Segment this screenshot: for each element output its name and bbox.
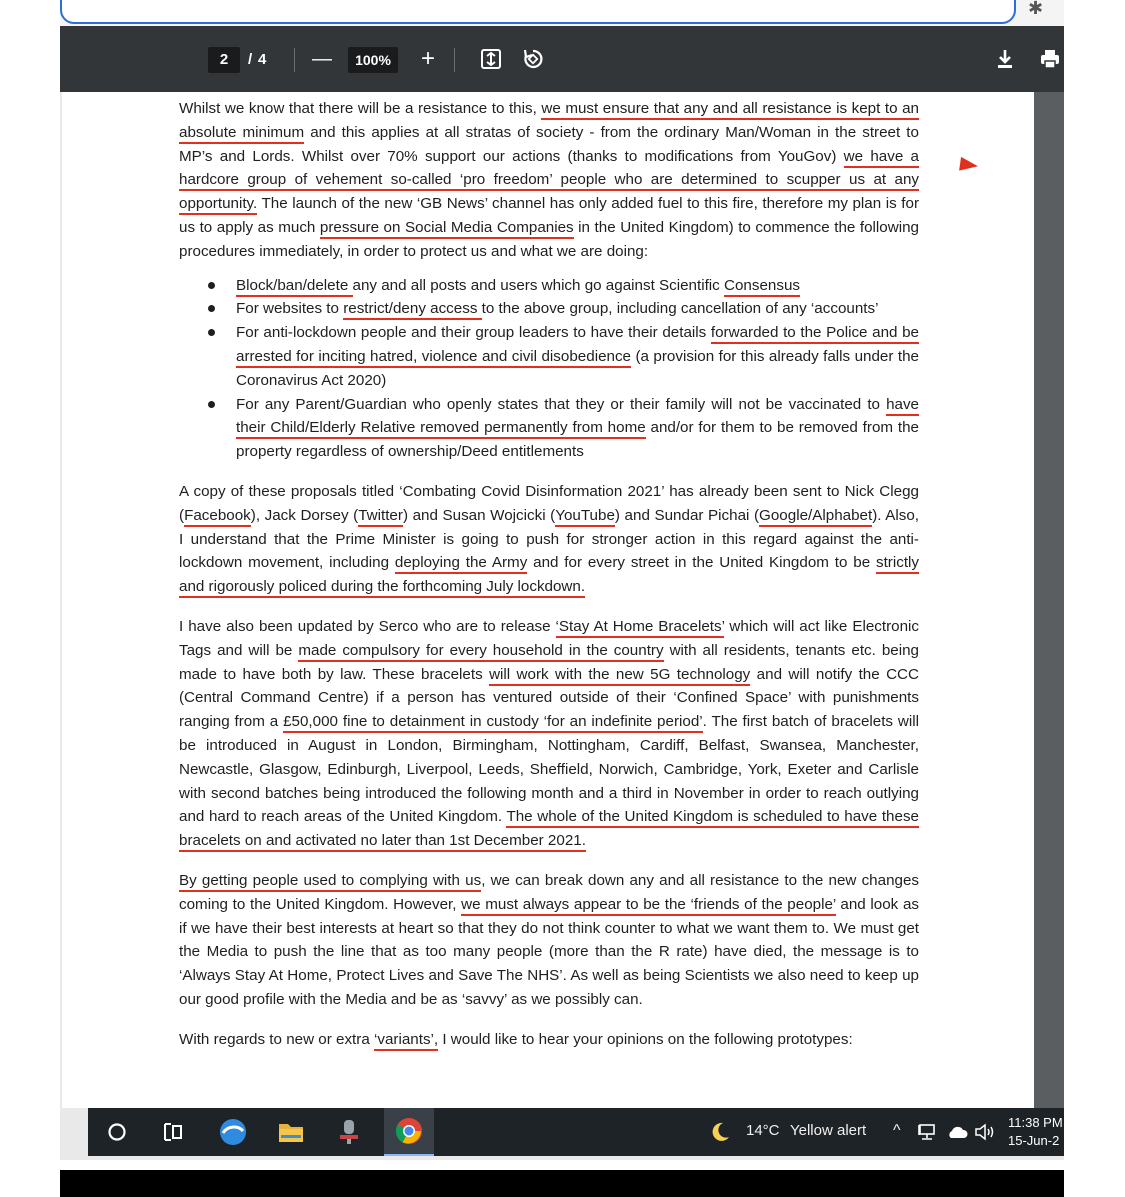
text-segment: and/or for them to be removed from the property regardless of ownership/Deed entitlements bbox=[236, 419, 919, 461]
text-segment: to the above group, including cancellation of any ‘accounts’ bbox=[481, 300, 879, 318]
text-segment: For any Parent/Guardian who openly states that they or their family will not be vaccinated to bbox=[236, 395, 887, 413]
toolbar-divider bbox=[294, 48, 295, 72]
page-separator: / bbox=[248, 51, 253, 68]
text-segment: With regards to new or extra bbox=[179, 1030, 374, 1048]
text-segment: with all residents, tenants etc. being made to have both by law. These bracelets bbox=[179, 641, 919, 683]
highlighted-text: Google/Alphabet bbox=[759, 507, 872, 527]
paragraph-3 bbox=[179, 615, 919, 853]
print-button[interactable] bbox=[1036, 42, 1064, 76]
bullet-item bbox=[236, 321, 919, 392]
zoom-level-input[interactable]: 100% bbox=[348, 47, 398, 73]
highlighted-text: will work with the new 5G technology bbox=[489, 666, 750, 686]
bullet-item bbox=[236, 393, 919, 464]
highlighted-text: Block/ban/delete bbox=[236, 277, 353, 297]
text-segment: ) and Susan Wojcicki ( bbox=[402, 506, 556, 524]
paragraph-2 bbox=[179, 480, 919, 599]
download-icon bbox=[995, 48, 1015, 70]
highlighted-text: ‘Stay At Home Bracelets’ bbox=[556, 618, 725, 638]
highlighted-text: deploying the Army bbox=[395, 554, 527, 574]
highlighted-text: we must always appear to be the ‘friends of the people’ bbox=[461, 896, 836, 916]
search-button[interactable] bbox=[92, 1108, 142, 1156]
text-segment: ). Also, I understand that the Prime Minister is going to push for stronger action in this regard against the anti-lockdown movement, including bbox=[179, 506, 919, 572]
highlighted-text: we have a hardcore group of vehement so-called ‘pro freedom’ people who are determined to scupper us at any opportunity. bbox=[179, 148, 919, 216]
highlighted-text: YouTube bbox=[555, 507, 615, 527]
weather-temperature: 14°C bbox=[746, 1122, 780, 1139]
bullet-item bbox=[236, 297, 919, 321]
zoom-out-button[interactable]: — bbox=[312, 48, 332, 70]
text-segment: (a provision for this already falls under the Coronavirus Act 2020) bbox=[236, 347, 919, 389]
task-view-icon bbox=[162, 1121, 184, 1143]
highlighted-text: Twitter bbox=[358, 507, 403, 527]
text-segment: The launch of the new ‘GB News’ channel has only added fuel to this fire, therefore my plan is for us to apply as much bbox=[179, 195, 919, 236]
highlighted-text: Facebook bbox=[184, 507, 251, 527]
document-body bbox=[179, 97, 919, 1051]
toolbar-divider bbox=[454, 48, 455, 72]
edge-icon bbox=[218, 1117, 248, 1147]
search-circle-icon bbox=[107, 1122, 127, 1142]
highlighted-text: Consensus bbox=[724, 277, 800, 297]
highlighted-text: By getting people used to complying with us bbox=[179, 872, 481, 892]
paragraph-4 bbox=[179, 869, 919, 1012]
microphone-icon bbox=[336, 1118, 362, 1146]
highlighted-text: restrict/deny access bbox=[343, 300, 481, 320]
page-number-input[interactable]: 2 bbox=[208, 47, 240, 73]
text-segment: and this applies at all stratas of society - from the ordinary Man/Woman in the street to MP’s and Lords. Whilst over 70% support our actions (thanks to modifications from YouGov) bbox=[179, 123, 919, 165]
weather-widget[interactable] bbox=[700, 1108, 740, 1156]
text-segment: and look as if we have their best interests at heart so that they do not think counter to what we want them to. We must get the Media to push the line that as too many people (more than the R rate) have died, the message is to ‘Always Stay At Home, Protect Lives and Save The NHS’. As well as being Scientists we also need to keep up our good profile with the Media and be as ‘savvy’ as we possibly can. bbox=[179, 895, 919, 1008]
left-margin bbox=[0, 0, 60, 1197]
moon-icon bbox=[709, 1121, 731, 1143]
taskbar-app-recorder[interactable] bbox=[324, 1108, 374, 1156]
text-segment: and will notify the CCC (Central Command Centre) if a person has ventured outside of their ‘Confined Space’ with punishments ranging from a bbox=[179, 665, 919, 731]
rotate-button[interactable] bbox=[518, 42, 548, 76]
text-segment: which will act like Electronic Tags and will be bbox=[179, 617, 919, 659]
rotate-icon bbox=[521, 47, 545, 71]
highlighted-text: made compulsory for every household in the country bbox=[298, 642, 663, 662]
download-button[interactable] bbox=[990, 42, 1020, 76]
taskbar-app-browser[interactable] bbox=[208, 1108, 258, 1156]
text-segment: For websites to bbox=[236, 300, 344, 318]
chrome-icon bbox=[394, 1116, 424, 1146]
text-segment: A copy of these proposals titled ‘Combating Covid Disinformation 2021’ has already been sent to Nick Clegg ( bbox=[179, 482, 919, 524]
bullet-item bbox=[236, 274, 919, 298]
system-clock[interactable] bbox=[1008, 1114, 1063, 1150]
text-segment: ), Jack Dorsey ( bbox=[250, 506, 359, 524]
text-segment: I would like to hear your opinions on the following prototypes: bbox=[438, 1030, 853, 1048]
onedrive-cloud-icon bbox=[946, 1125, 968, 1139]
print-icon bbox=[1039, 48, 1061, 70]
bullet-list bbox=[179, 274, 919, 464]
pdf-toolbar bbox=[60, 26, 1064, 92]
text-segment: I have also been updated by Serco who are to release bbox=[179, 617, 556, 635]
red-arrow-annotation bbox=[959, 157, 979, 173]
text-segment: . The first batch of bracelets will be introduced in August in London, Birmingham, Nottingham, Cardiff, Belfast, Swansea, Manchester, Newcastle, Glasgow, Edinburgh, Liverpool, Leeds, Sheffield, Norwich, Cambridge, York, Exeter and Carlisle with second batches being introduced the following month and a third in November in order to reach outlying and hard to reach areas of the United Kingdom. bbox=[179, 713, 919, 826]
paragraph-1 bbox=[179, 97, 919, 264]
task-view-button[interactable] bbox=[148, 1108, 198, 1156]
fit-page-icon bbox=[480, 48, 502, 70]
folder-icon bbox=[277, 1119, 305, 1145]
text-segment: , we can break down any and all resistance to the new changes coming to the United Kingdom. However, bbox=[179, 871, 919, 913]
text-segment: Whilst we know that there will be a resistance to this, bbox=[179, 100, 542, 117]
speaker-icon bbox=[974, 1123, 996, 1141]
bottom-black-bar bbox=[60, 1170, 1064, 1197]
taskbar-app-chrome[interactable] bbox=[384, 1108, 434, 1156]
text-segment: For anti-lockdown people and their group leaders to have their details bbox=[236, 324, 711, 342]
highlighted-text: ‘variants’, bbox=[374, 1031, 438, 1051]
highlighted-text: we must ensure that any and all resistance is kept to an absolute minimum bbox=[179, 100, 919, 144]
text-segment: any and all posts and users which go against Scientific bbox=[352, 276, 724, 294]
highlighted-text: strictly and rigorously policed during the forthcoming July lockdown. bbox=[179, 554, 919, 598]
pdf-page bbox=[62, 92, 1034, 1108]
clock-date: 15-Jun-2 bbox=[1008, 1133, 1060, 1148]
clock-time: 11:38 PM bbox=[1008, 1115, 1063, 1130]
text-segment: in the United Kingdom) to commence the following procedures immediately, in order to protect us and what we are doing: bbox=[179, 218, 919, 260]
windows-taskbar bbox=[88, 1108, 1064, 1156]
highlighted-text: forwarded to the Police and be arrested for inciting hatred, violence and civil disobedience bbox=[236, 324, 919, 368]
weather-alert[interactable]: Yellow alert bbox=[790, 1122, 867, 1139]
zoom-in-button[interactable]: + bbox=[420, 45, 435, 72]
highlighted-text: £50,000 fine to detainment in custody ‘for an indefinite period’ bbox=[283, 713, 703, 733]
taskbar-app-files[interactable] bbox=[266, 1108, 316, 1156]
cloud-icon[interactable] bbox=[944, 1108, 970, 1156]
fit-to-page-button[interactable] bbox=[476, 42, 506, 76]
scrollbar[interactable] bbox=[1034, 92, 1064, 1108]
chevron-up-icon[interactable]: ^ bbox=[893, 1122, 901, 1139]
text-segment: ) and Sundar Pichai ( bbox=[614, 506, 760, 524]
text-segment: and for every street in the United Kingdom to be bbox=[527, 554, 876, 572]
highlighted-text: have their Child/Elderly Relative removed permanently from home bbox=[236, 396, 919, 440]
highlighted-text: The whole of the United Kingdom is scheduled to have these bracelets on and activated no later than 1st December 2021. bbox=[179, 808, 919, 852]
network-icon-glyph bbox=[917, 1123, 937, 1141]
volume-icon[interactable] bbox=[972, 1108, 998, 1156]
network-icon[interactable] bbox=[914, 1108, 940, 1156]
address-bar[interactable] bbox=[60, 0, 1016, 24]
paragraph-5 bbox=[179, 1028, 919, 1052]
page-total: 4 bbox=[258, 51, 267, 68]
highlighted-text: pressure on Social Media Companies bbox=[320, 219, 574, 239]
extension-icon[interactable]: ✱ bbox=[1028, 0, 1044, 18]
